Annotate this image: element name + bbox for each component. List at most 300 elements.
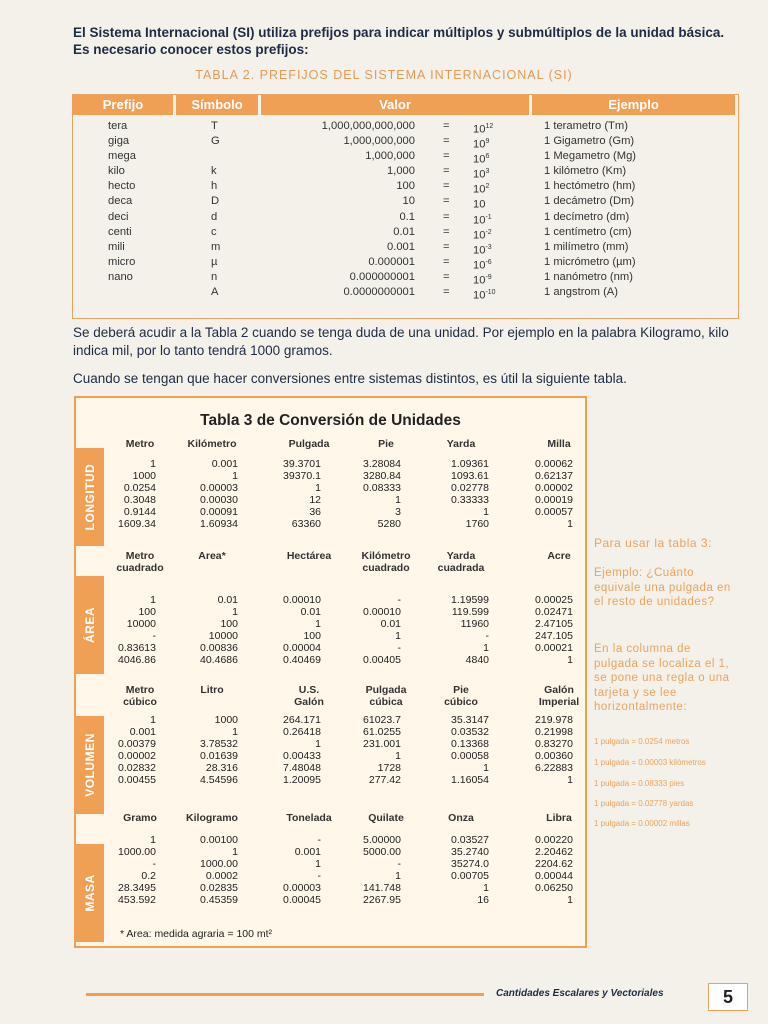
table3-cell: 0.0002: [205, 870, 238, 882]
table3-cell: 36: [309, 506, 321, 518]
power-base: 10: [473, 274, 486, 287]
table3-cell: 0.00003: [200, 482, 238, 494]
table3-cell: 0.03532: [451, 726, 489, 738]
column-header: [421, 550, 501, 574]
example-cell: 1 Megametro (Mg): [544, 150, 637, 163]
column-header-line: Hectárea: [286, 550, 332, 562]
table2-header-row: [73, 95, 738, 115]
table2-row: [73, 179, 738, 197]
equals-cell: =: [443, 150, 450, 163]
table3-cell: 2.47105: [535, 618, 573, 630]
footer-line: [86, 993, 484, 996]
table3-cell: 1760: [465, 518, 489, 530]
column-header: [172, 684, 252, 696]
column-header: [519, 684, 599, 708]
value-cell: 1,000,000,000: [343, 135, 415, 148]
column-header-line: Milla: [547, 438, 571, 450]
column-header: [100, 684, 180, 708]
table3-cell: 0.33333: [451, 494, 489, 506]
table3-cell: 0.001: [294, 846, 321, 858]
column-header: [269, 684, 349, 708]
column-header-line: Pulgada: [365, 684, 407, 696]
table3-cell: 0.02832: [118, 762, 156, 774]
table3-cell: 0.45359: [200, 894, 238, 906]
column-header: [346, 438, 426, 450]
table3-cell: 1: [232, 846, 238, 858]
symbol-cell: h: [211, 180, 218, 193]
table3-cell: 0.00002: [118, 750, 156, 762]
table2-row: [73, 270, 738, 285]
value-cell: 10: [402, 195, 415, 208]
column-header: [421, 812, 501, 824]
table3-cell: 1: [483, 506, 489, 518]
table2-body: [73, 119, 738, 300]
table3-cell: 39370.1: [283, 470, 321, 482]
table3-cell: 35.2740: [451, 846, 489, 858]
table3-cell: 0.01: [300, 606, 321, 618]
table3-cell: 0.02778: [451, 482, 489, 494]
table3-cell: 0.06250: [535, 882, 573, 894]
table3-cell: 1: [315, 858, 321, 870]
table3-cell: 2267.95: [363, 894, 401, 906]
table3-cell: 0.00010: [363, 606, 401, 618]
table3-cell: 1: [483, 762, 489, 774]
table3-cell: 35274.0: [451, 858, 489, 870]
table3-cell: 1: [150, 594, 156, 606]
column-header: [100, 812, 180, 824]
column-header: [519, 550, 599, 562]
sidebar-result: 1 pulgada = 0.00002 millas: [594, 819, 690, 828]
table3-cell: 0.3048: [123, 494, 156, 506]
table3-cell: 1: [315, 482, 321, 494]
column-header-line: cuadrada: [437, 562, 485, 574]
column-header-line: Gramo: [123, 812, 157, 824]
column-header-line: Metro: [125, 438, 155, 450]
table3-cell: 100: [138, 606, 156, 618]
table3-cell: 1: [150, 834, 156, 846]
example-cell: 1 micrómetro (µm): [544, 255, 636, 268]
column-header-line: Kilómetro: [187, 438, 237, 450]
table3-cell: 0.00062: [535, 458, 573, 470]
table3-cell: 1000.00: [118, 846, 156, 858]
table2-row: [73, 149, 738, 164]
prefix-cell: nano: [108, 270, 133, 283]
column-header-line: Litro: [200, 684, 224, 696]
table3-cell: -: [317, 870, 321, 882]
table3-cell: 1.09361: [451, 458, 489, 470]
power-exponent: 3: [485, 168, 490, 176]
table2-row: [73, 225, 738, 240]
table3-cell: 35.3147: [451, 714, 489, 726]
table3-cell: 0.00003: [283, 882, 321, 894]
power-base: 10: [473, 214, 486, 227]
column-header: [172, 438, 252, 450]
power-base: 10: [473, 244, 486, 257]
table3-cell: 12: [309, 494, 321, 506]
value-cell: 1,000,000: [365, 150, 415, 163]
table3-cell: 0.62137: [535, 470, 573, 482]
power-base: 10: [473, 289, 486, 302]
table3-cell: 1000: [132, 470, 156, 482]
power-base: 10: [473, 199, 486, 212]
value-cell: 0.001: [387, 240, 415, 253]
table3-cell: 0.00379: [118, 738, 156, 750]
table3-title: Tabla 3 de Conversión de Unidades: [200, 412, 461, 429]
table3-cell: 5.00000: [363, 834, 401, 846]
table3-cell: 141.748: [363, 882, 401, 894]
table2-row: [73, 134, 738, 149]
table3-cell: 1: [232, 726, 238, 738]
table2-row: [73, 210, 738, 225]
section-label: ÁREA: [83, 606, 97, 644]
table3-cell: 61.0255: [363, 726, 401, 738]
table3-cell: 0.001: [129, 726, 156, 738]
table3-cell: 1728: [377, 762, 401, 774]
table3-cell: -: [485, 630, 489, 642]
table3-cell: 0.00004: [283, 642, 321, 654]
table3-cell: 63360: [291, 518, 321, 530]
table3-cell: 0.00021: [535, 642, 573, 654]
sidebar-instruction: En la columna de pulgada se localiza el 1, se pone una regla o una tarjeta y se lee horizontalmente:: [594, 643, 730, 713]
equals-cell: =: [443, 240, 450, 253]
column-header-line: Kilogramo: [186, 812, 238, 824]
symbol-cell: G: [211, 135, 220, 148]
table3-cell: 0.00433: [283, 750, 321, 762]
equals-cell: =: [443, 120, 450, 132]
table3-cell: 6.22883: [535, 762, 573, 774]
paragraph-conversion-intro: Cuando se tengan que hacer conversiones entre sistemas distintos, es útil la siguiente tabla.: [73, 371, 627, 386]
table3-cell: 277.42: [368, 774, 401, 786]
table3-cell: 40.4686: [200, 654, 238, 666]
table3-note: * Area: medida agraria = 100 mt²: [120, 928, 273, 940]
table2-header-value: Valor: [261, 95, 529, 115]
table3-cell: 1000.00: [200, 858, 238, 870]
prefix-cell: centi: [108, 225, 132, 238]
column-header-line: Kilómetro: [361, 550, 411, 562]
table2-row: [73, 164, 738, 182]
example-cell: 1 angstrom (A): [544, 286, 618, 299]
table3-cell: 0.00100: [200, 834, 238, 846]
value-cell: 0.000001: [368, 255, 415, 268]
column-header: [269, 550, 349, 562]
table3-cell: 219.978: [535, 714, 573, 726]
table3-cell: 100: [220, 618, 238, 630]
equals-cell: =: [443, 135, 450, 148]
table2-header-prefix: Prefijo: [73, 95, 173, 115]
table3-cell: 10000: [126, 618, 156, 630]
column-header-line: cúbico: [123, 696, 157, 708]
section-label: MASA: [83, 874, 97, 912]
value-cell: 0.0000000001: [343, 286, 415, 299]
column-header: [269, 812, 349, 824]
example-cell: 1 decímetro (dm): [544, 210, 630, 223]
prefix-cell: mili: [108, 240, 125, 253]
column-header-line: Metro: [125, 684, 155, 696]
table3-cell: 0.08333: [363, 482, 401, 494]
table3-cell: -: [397, 858, 401, 870]
table3-cell: 0.00836: [200, 642, 238, 654]
power-exponent: -10: [485, 289, 496, 297]
example-cell: 1 centímetro (cm): [544, 225, 632, 238]
table3-cell: 0.13368: [451, 738, 489, 750]
table3-cell: 39.3701: [283, 458, 321, 470]
equals-cell: =: [443, 180, 450, 193]
sidebar-heading: Para usar la tabla 3:: [594, 536, 712, 550]
column-header-line: Pie: [378, 438, 394, 450]
column-header: [100, 438, 180, 450]
symbol-cell: µ: [211, 255, 218, 268]
table3-cell: 1: [395, 870, 401, 882]
power-cell: [473, 285, 496, 304]
table3-cell: -: [397, 642, 401, 654]
symbol-cell: T: [211, 120, 218, 132]
table2-row: [73, 240, 738, 255]
table2-row: [73, 285, 738, 300]
table3-cell: -: [152, 858, 156, 870]
value-cell: 1,000: [387, 165, 415, 178]
column-header-line: cúbico: [444, 696, 478, 708]
table3-cell: 1: [315, 618, 321, 630]
table3-cell: 0.00044: [535, 870, 573, 882]
table3-cell: 3: [395, 506, 401, 518]
column-header: [346, 812, 426, 824]
column-header: [269, 438, 349, 450]
paragraph-table2-usage: Se deberá acudir a la Tabla 2 cuando se tenga duda de una unidad. Por ejemplo en la palabra Kilogramo, kilo indica mil, por lo tanto tendrá 1000 gramos.: [73, 325, 729, 358]
column-header: [519, 812, 599, 824]
symbol-cell: n: [211, 270, 218, 283]
table3-cell: 2.20462: [535, 846, 573, 858]
column-header-line: Galón: [544, 684, 574, 696]
column-header-line: Metro: [125, 550, 155, 562]
symbol-cell: m: [211, 240, 221, 253]
power-exponent: 6: [485, 153, 490, 161]
table3-cell: 100: [303, 630, 321, 642]
column-header: [421, 684, 501, 708]
table3-cell: 0.01: [380, 618, 401, 630]
table3-cell: 1: [395, 750, 401, 762]
table3-cell: 0.00010: [283, 594, 321, 606]
table3-cell: 4.54596: [200, 774, 238, 786]
table3-cell: 0.00025: [535, 594, 573, 606]
table2-header-symbol: Símbolo: [176, 95, 258, 115]
sidebar-result: 1 pulgada = 0.08333 pies: [594, 779, 685, 788]
table3-cell: 0.01639: [200, 750, 238, 762]
power-exponent: -2: [485, 228, 492, 236]
sidebar-result: 1 pulgada = 0.0254 metros: [594, 737, 690, 746]
table3-cell: 0.00057: [535, 506, 573, 518]
power-exponent: -9: [485, 273, 492, 281]
table3-cell: 453.592: [118, 894, 156, 906]
table3-cell: 231.001: [363, 738, 401, 750]
table3-cell: 2204.62: [535, 858, 573, 870]
column-header-line: Libra: [546, 812, 572, 824]
table3-cell: 7.48048: [283, 762, 321, 774]
table3-cell: 1.60934: [200, 518, 238, 530]
table3-cell: 5000.00: [363, 846, 401, 858]
table3-cell: 3280.84: [363, 470, 401, 482]
table2-row: [73, 194, 738, 212]
table3-cell: 0.00030: [200, 494, 238, 506]
value-cell: 100: [396, 180, 415, 193]
column-header-line: cuadrado: [116, 562, 164, 574]
symbol-cell: D: [211, 195, 220, 208]
prefix-cell: giga: [108, 135, 130, 148]
power-exponent: -6: [485, 258, 492, 266]
example-cell: 1 Gigametro (Gm): [544, 135, 635, 148]
value-cell: 0.01: [393, 225, 415, 238]
column-header-line: Yarda: [446, 438, 476, 450]
column-header-line: cúbica: [369, 696, 403, 708]
table3-cell: 1.19599: [451, 594, 489, 606]
power-exponent: 9: [485, 138, 490, 146]
table3-cell: 1: [483, 882, 489, 894]
table3-cell: 0.83270: [535, 738, 573, 750]
table3-cell: 10000: [208, 630, 238, 642]
prefix-cell: deca: [108, 195, 133, 208]
column-header-line: Imperial: [538, 696, 580, 708]
symbol-cell: k: [211, 165, 217, 178]
column-header-line: Yarda: [446, 550, 476, 562]
example-cell: 1 nanómetro (nm): [544, 270, 633, 283]
table3-cell: 1: [150, 458, 156, 470]
example-cell: 1 kilómetro (Km): [544, 165, 627, 178]
sidebar-example: Ejemplo: ¿Cuánto equivale una pulgada en el resto de unidades?: [594, 567, 731, 608]
power-base: 10: [473, 123, 486, 136]
power-base: 10: [473, 138, 486, 151]
table3-cell: 1: [232, 470, 238, 482]
column-header-line: Acre: [547, 550, 571, 562]
table3-cell: 3.78532: [200, 738, 238, 750]
column-header-line: Pulgada: [288, 438, 330, 450]
column-header: [346, 550, 426, 574]
table3-cell: 0.26418: [283, 726, 321, 738]
prefix-cell: mega: [108, 150, 136, 163]
example-cell: 1 hectómetro (hm): [544, 180, 636, 193]
column-header-line: Onza: [448, 812, 474, 824]
table3-cell: 28.316: [205, 762, 238, 774]
table3-cell: 61023.7: [363, 714, 401, 726]
table3-cell: 119.599: [451, 606, 489, 618]
power-base: 10: [473, 184, 486, 197]
table2-title: TABLA 2. PREFIJOS DEL SISTEMA INTERNACIONAL (SI): [195, 68, 573, 82]
table3-cell: 1.20095: [283, 774, 321, 786]
power-base: 10: [473, 169, 486, 182]
table3-cell: 0.01: [217, 594, 238, 606]
table3-cell: 1609.34: [118, 518, 156, 530]
column-header-line: cuadrado: [362, 562, 410, 574]
table3-cell: 0.0254: [123, 482, 156, 494]
table3-cell: 0.00405: [363, 654, 401, 666]
table3-cell: 0.40469: [283, 654, 321, 666]
table3-cell: 0.001: [211, 458, 238, 470]
table3-cell: 0.02835: [200, 882, 238, 894]
table3-cell: 0.03527: [451, 834, 489, 846]
table3-cell: 1: [315, 738, 321, 750]
table3-cell: 1: [232, 606, 238, 618]
column-header-line: Galón: [294, 696, 324, 708]
table3-cell: 4046.86: [118, 654, 156, 666]
table3-cell: 0.00058: [451, 750, 489, 762]
table3-cell: -: [152, 630, 156, 642]
table3-cell: 16: [477, 894, 489, 906]
equals-cell: =: [443, 286, 450, 299]
power-base: 10: [473, 259, 486, 272]
table3-cell: 247.105: [535, 630, 573, 642]
table3-cell: 28.3495: [118, 882, 156, 894]
table3-cell: 1: [150, 714, 156, 726]
table3-cell: 1: [567, 774, 573, 786]
power-base: 10: [473, 229, 486, 242]
table3-cell: 0.02471: [535, 606, 573, 618]
column-header: [346, 684, 426, 708]
table3-cell: 5280: [377, 518, 401, 530]
table3-cell: 1093.61: [451, 470, 489, 482]
equals-cell: =: [443, 225, 450, 238]
example-cell: 1 decámetro (Dm): [544, 195, 635, 208]
table3-cell: 0.9144: [123, 506, 156, 518]
table3-cell: 264.171: [283, 714, 321, 726]
table3-cell: 0.00019: [535, 494, 573, 506]
value-cell: 0.1: [399, 210, 415, 223]
column-header-line: Tonelada: [286, 812, 332, 824]
section-label: LONGITUD: [83, 463, 97, 531]
power-base: 10: [473, 153, 486, 166]
table3-cell: 0.00455: [118, 774, 156, 786]
power-exponent: 12: [485, 123, 494, 130]
column-header: [519, 438, 599, 450]
table3-cell: 1.16054: [451, 774, 489, 786]
symbol-cell: A: [211, 286, 219, 299]
column-header: [421, 438, 501, 450]
value-cell: 0.000000001: [349, 270, 415, 283]
table3-cell: 1: [395, 494, 401, 506]
table3-cell: 4840: [465, 654, 489, 666]
equals-cell: =: [443, 165, 450, 178]
power-exponent: 2: [485, 183, 490, 191]
page-number: 5: [708, 983, 748, 1011]
prefix-cell: hecto: [108, 180, 136, 193]
table3-cell: 1: [567, 894, 573, 906]
table3-cell: 3.28084: [363, 458, 401, 470]
table2-prefixes: [72, 94, 739, 319]
column-header-line: Area*: [198, 550, 226, 562]
table3-cell: 0.00002: [535, 482, 573, 494]
table3-cell: 0.83613: [118, 642, 156, 654]
table3-conversion: [74, 396, 587, 948]
table3-cell: 0.00045: [283, 894, 321, 906]
footer-book-title: Cantidades Escalares y Vectoriales: [496, 988, 664, 999]
equals-cell: =: [443, 270, 450, 283]
column-header-line: U.S.: [298, 684, 320, 696]
table2-row: [73, 255, 738, 270]
prefix-cell: kilo: [108, 165, 125, 178]
equals-cell: =: [443, 255, 450, 268]
table3-cell: 1: [483, 642, 489, 654]
intro-text: El Sistema Internacional (SI) utiliza prefijos para indicar múltiplos y submúltiplos de la unidad básica. Es necesario conocer estos prefijos:: [73, 25, 725, 57]
table3-cell: 0.21998: [535, 726, 573, 738]
table3-cell: 0.00705: [451, 870, 489, 882]
column-header: [100, 550, 180, 574]
section-label: VOLUMEN: [83, 733, 97, 797]
table2-row: [73, 119, 738, 134]
table3-cell: 1: [567, 518, 573, 530]
table3-cell: 11960: [460, 618, 489, 630]
column-header-line: Quilate: [368, 812, 404, 824]
example-cell: 1 milímetro (mm): [544, 240, 629, 253]
equals-cell: =: [443, 195, 450, 208]
prefix-cell: tera: [108, 120, 128, 132]
table3-cell: 0.00220: [535, 834, 573, 846]
